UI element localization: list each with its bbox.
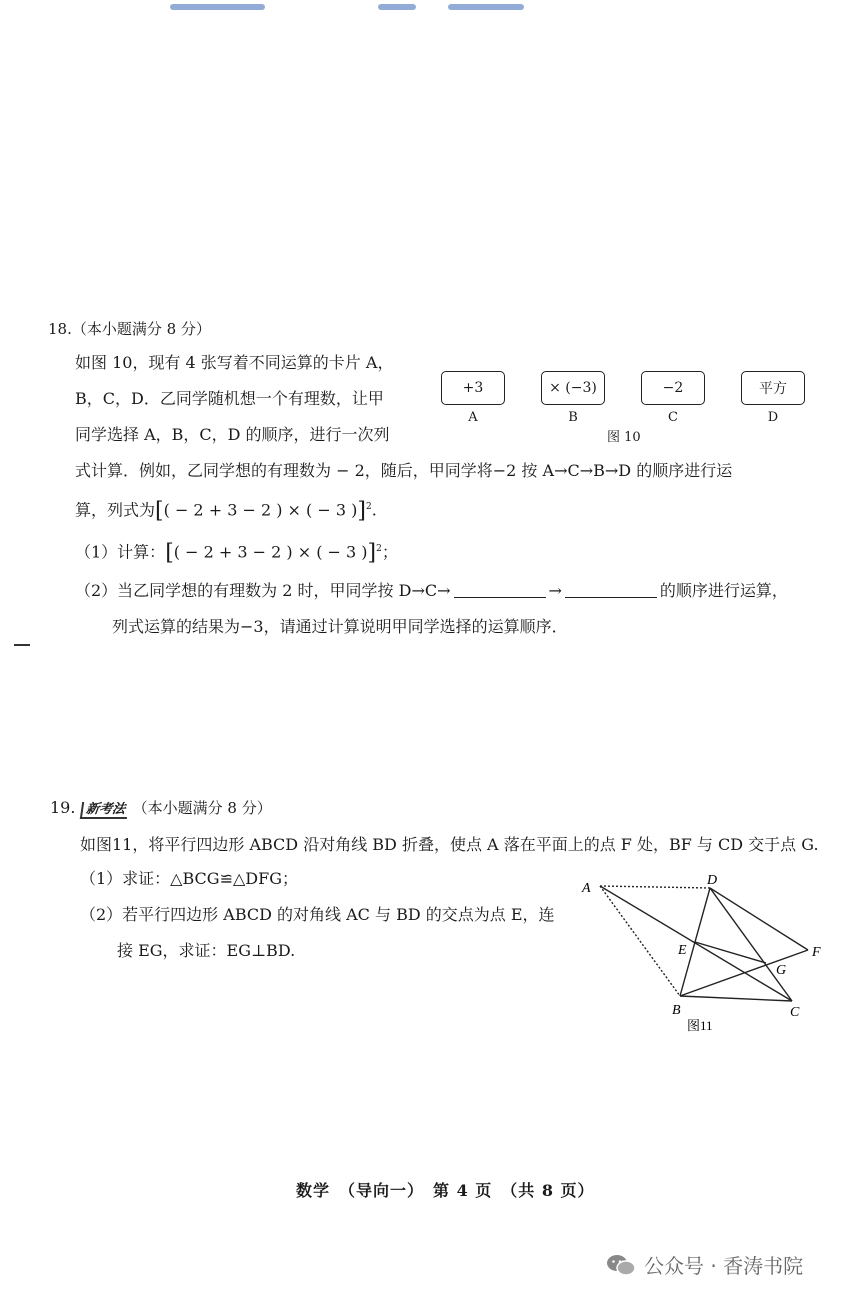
scan-mark	[170, 4, 265, 10]
card-label-c: C	[668, 410, 678, 425]
segment-bc	[680, 996, 792, 1001]
operation-card-b: × (−3)	[541, 371, 605, 405]
operation-card-a: +3	[441, 371, 505, 405]
segment-dc	[710, 888, 792, 1001]
q19-header: （本小题满分 8 分）	[132, 799, 272, 817]
q18-part1-exponent: 2	[376, 544, 382, 554]
point-label-g: G	[776, 963, 787, 978]
q18-part1-prefix: （1）计算：	[75, 542, 166, 562]
q18-intro-line: 同学选择 A，B，C，D 的顺序，进行一次列	[75, 425, 390, 444]
q18-intro-line: 式计算．例如，乙同学想的有理数为 − 2，随后，甲同学将−2 按 A→C→B→D 的顺序进行运	[75, 461, 733, 480]
q18-part1-suffix: ；	[381, 542, 398, 562]
q18-example-expression: 算，列式为[( − 2 + 3 − 2 ) × ( − 3 )]$^2$.	[75, 498, 377, 524]
q18-part2	[75, 580, 788, 602]
page-footer: 数学 （导向一） 第 4 页 （共 8 页）	[296, 1181, 595, 1200]
watermark-text: 公众号 · 香涛书院	[644, 1254, 804, 1278]
point-label-f: F	[812, 945, 821, 960]
margin-mark	[14, 644, 30, 646]
segment-ad	[600, 886, 710, 888]
operation-card-c: −2	[641, 371, 705, 405]
answer-blank-1[interactable]	[454, 581, 546, 598]
q18-part2-line2: 列式运算的结果为−3，请通过计算说明甲同学选择的运算顺序．	[112, 617, 568, 636]
q18-header: 18.（本小题满分 8 分）	[48, 320, 211, 338]
point-label-e: E	[678, 943, 687, 958]
new-test-method-badge: 新考法	[79, 802, 128, 819]
q18-intro-line: 如图 10，现有 4 张写着不同运算的卡片 A，	[75, 353, 394, 372]
figure-11-caption: 图11	[687, 1018, 713, 1033]
scan-mark	[378, 4, 416, 10]
q18-part1: （1）计算：[( − 2 + 3 − 2 ) × ( − 3 )]$^2$；	[75, 540, 398, 566]
q18-example-prefix: 算，列式为	[75, 500, 156, 520]
point-label-c: C	[790, 1005, 800, 1020]
q18-intro-line: B，C，D．乙同学随机想一个有理数，让甲	[75, 389, 384, 408]
q19-part2-line2: 接 EG，求证：EG⊥BD.	[117, 941, 296, 960]
operation-card-d: 平方	[741, 371, 805, 405]
q19-part1: （1）求证：△BCG≌△DFG；	[80, 869, 298, 888]
q18-part1-expr: ( − 2 + 3 − 2 ) × ( − 3 )	[173, 542, 368, 562]
q18-part2-prefix: （2）当乙同学想的有理数为 2 时，甲同学按 D→C→	[75, 581, 451, 600]
card-label-b: B	[568, 410, 578, 425]
segment-ab	[600, 886, 680, 996]
q19-part2-line1: （2）若平行四边形 ABCD 的对角线 AC 与 BD 的交点为点 E，连	[80, 905, 555, 924]
q18-example-exponent: 2	[365, 502, 372, 512]
figure-11-diagram	[570, 868, 830, 1038]
wechat-watermark	[606, 1250, 803, 1279]
q19-line1: 如图11，将平行四边形 ABCD 沿对角线 BD 折叠，使点 A 落在平面上的点 F 处，BF 与 CD 交于点 G.	[80, 835, 819, 854]
q18-part2-arrow: →	[548, 581, 562, 600]
segment-eg	[695, 942, 766, 963]
answer-blank-2[interactable]	[565, 581, 657, 598]
segment-ac	[600, 886, 792, 1001]
q19-header-row	[50, 797, 272, 819]
q18-part2-suffix: 的顺序进行运算，	[659, 581, 788, 600]
figure-10-caption: 图 10	[607, 430, 641, 445]
q18-example-expr: ( − 2 + 3 − 2 ) × ( − 3 )	[163, 500, 358, 520]
card-label-a: A	[468, 410, 478, 425]
point-label-b: B	[672, 1003, 681, 1018]
scan-mark	[448, 4, 524, 10]
point-label-d: D	[707, 873, 718, 888]
card-label-d: D	[767, 410, 779, 425]
q18-period: .	[371, 500, 377, 520]
segment-df	[710, 888, 808, 950]
wechat-icon	[606, 1253, 636, 1277]
point-label-a: A	[582, 881, 591, 896]
q19-number: 19.	[50, 798, 76, 817]
